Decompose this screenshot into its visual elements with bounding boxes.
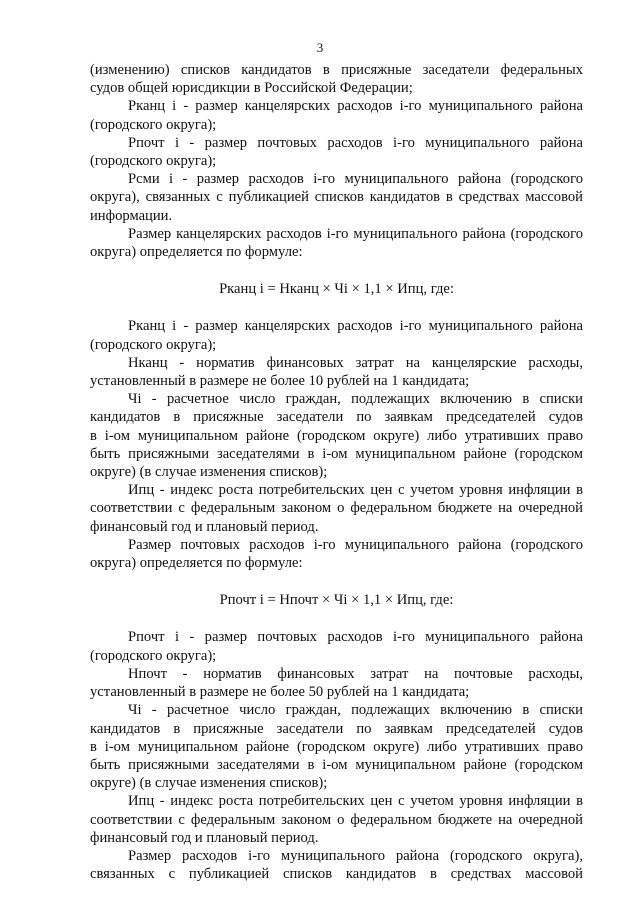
text-line: (городского округа); <box>90 336 217 353</box>
page-number: 3 <box>316 40 324 55</box>
text-line: округа) определяется по формуле: <box>90 555 303 572</box>
text-line: Рсми i - размер расходов i-го муниципального района (городского <box>128 171 583 188</box>
text-line: связанных с публикацией списков кандидатов в средствах массовой <box>90 866 583 883</box>
text-line: Рпочт i - размер почтовых расходов i-го муниципального района <box>128 134 583 151</box>
text-line: судов общей юрисдикции в Российской Федерации; <box>90 80 413 97</box>
text-line: Размер почтовых расходов i-го муниципального района (городского <box>128 536 583 553</box>
text-line: информации. <box>90 207 173 224</box>
text-line: финансовый год и плановый период. <box>90 829 319 846</box>
text-line: кандидатов в присяжные заседатели по заявкам председателей судов <box>90 720 583 737</box>
text-line: Размер канцелярских расходов i-го муниципального района (городского <box>128 225 583 242</box>
text-line: соответствии с федеральным законом о федеральном бюджете на очередной <box>90 500 583 517</box>
text-line: Рканц i - размер канцелярских расходов i-го муниципального района <box>128 98 583 115</box>
text-line: в i-ом муниципальном районе (городском округе) либо утративших право <box>90 427 583 444</box>
text-line: округа), связанных с публикацией списков кандидатов в средствах массовой <box>90 189 583 206</box>
text-line: Чi - расчетное число граждан, подлежащих включению в списки <box>128 391 583 408</box>
text-line: Рканц i - размер канцелярских расходов i-го муниципального района <box>128 318 583 335</box>
text-line: Размер расходов i-го муниципального района (городского округа), <box>128 847 583 864</box>
text-line: Рпочт i - размер почтовых расходов i-го муниципального района <box>128 629 583 646</box>
text-line: кандидатов в присяжные заседатели по заявкам председателей судов <box>90 409 583 426</box>
text-line: соответствии с федеральным законом о федеральном бюджете на очередной <box>90 811 583 828</box>
text-line: быть присяжными заседателями в i-ом муниципальном районе (городском <box>90 756 583 773</box>
text-line: в i-ом муниципальном районе (городском округе) либо утративших право <box>90 738 583 755</box>
text-line: (городского округа); <box>90 647 217 664</box>
text-line: Ипц - индекс роста потребительских цен с учетом уровня инфляции в <box>128 793 583 810</box>
text-line: финансовый год и плановый период. <box>90 518 319 535</box>
text-line: установленный в размере не более 50 рублей на 1 кандидата; <box>90 684 470 701</box>
text-line: (изменению) списков кандидатов в присяжные заседатели федеральных <box>90 62 583 78</box>
text-line: Нпочт - норматив финансовых затрат на почтовые расходы, <box>128 665 583 682</box>
text-line: быть присяжными заседателями в i-ом муниципальном районе (городском <box>90 445 583 462</box>
text-line: установленный в размере не более 10 рублей на 1 кандидата; <box>90 373 470 390</box>
text-line: Ипц - индекс роста потребительских цен с учетом уровня инфляции в <box>128 482 583 499</box>
formula-line: Рпочт i = Нпочт × Чi × 1,1 × Ипц, где: <box>219 592 454 609</box>
document-body <box>90 61 583 883</box>
text-line: Нканц - норматив финансовых затрат на канцелярские расходы, <box>128 354 583 371</box>
formula-line: Рканц i = Нканц × Чi × 1,1 × Ипц, где: <box>219 281 454 298</box>
text-line: (городского округа); <box>90 153 217 170</box>
text-line: округе) (в случае изменения списков); <box>90 464 328 481</box>
text-line: (городского округа); <box>90 116 217 133</box>
text-line: округе) (в случае изменения списков); <box>90 775 328 792</box>
text-line: округа) определяется по формуле: <box>90 244 303 261</box>
text-line: Чi - расчетное число граждан, подлежащих включению в списки <box>128 702 583 719</box>
